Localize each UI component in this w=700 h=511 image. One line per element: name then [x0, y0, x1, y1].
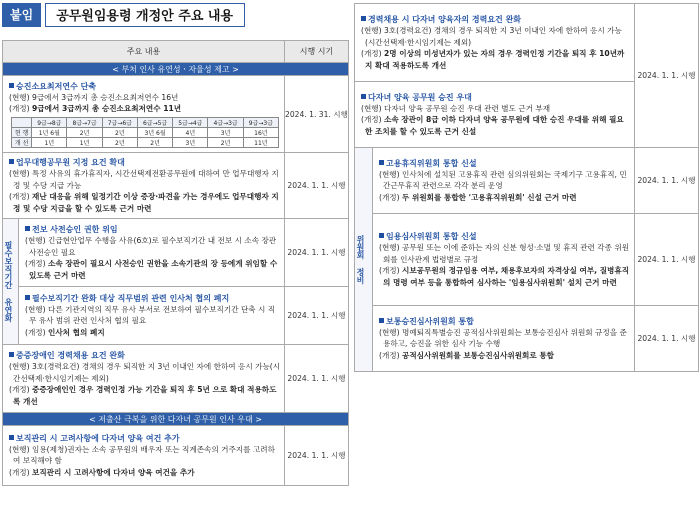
item-transfer-approval: 전보 사전승인 권한 위임 (현행) 긴급현안업무 수행을 사유(6호)로 필수보직기간 내 전보 시 소속 장관 사전승인 필요 (개정) 소속 장관이 필요시 사전승인 권한을 소속기관의 장 등에게 위임할 수 있도록 근거 마련	[19, 219, 285, 287]
mini-table-cell: 8급→7급	[67, 117, 102, 127]
bullet-icon	[9, 435, 14, 440]
item-title: 경력채용 시 다자녀 양육자의 경력요건 완화	[368, 15, 522, 24]
bullet-icon	[25, 226, 30, 231]
item-title: 승진소요최저연수 단축	[16, 81, 97, 91]
category-label-mandatory-period: 필수보직기간 유연화	[3, 219, 19, 345]
mini-table-cell	[12, 117, 32, 127]
bullet-icon	[9, 159, 14, 164]
mini-table-cell: 2년	[102, 137, 137, 147]
mini-table-cell: 9급→8급	[32, 117, 67, 127]
item-promotion-preference: 다자녀 양육 공무원 승진 우대 (현행) 다자녀 양육 공무원 승진 우대 관련 별도 근거 부재 (개정) 소속 장관이 8급 이하 다자녀 양육 공무원에 대한 승진 우대를 위해 필요한 조치를 할 수 있도록 근거 신설	[355, 82, 635, 148]
right-table	[354, 3, 699, 372]
item-title: 다자녀 양육 공무원 승진 우대	[368, 92, 472, 102]
mini-table-cell: 현 행	[12, 127, 32, 137]
mini-table-cell: 3년	[208, 127, 243, 137]
current-label: (현행)	[9, 92, 33, 102]
mini-table-cell: 1년	[67, 137, 102, 147]
mini-table-cell: 16년	[243, 127, 278, 137]
category-label-committee: 위원회 정비	[355, 148, 373, 372]
effective-date: 2024. 1. 1. 시행	[635, 306, 699, 372]
effective-date: 2024. 1. 1. 시행	[285, 219, 349, 287]
bullet-icon	[25, 295, 30, 300]
mini-table-cell: 4년	[173, 127, 208, 137]
effective-date: 2024. 1. 1. 시행	[635, 4, 699, 148]
item-title: 보통승진심사위원회 통합	[386, 316, 474, 326]
right-column	[354, 3, 698, 372]
item-career-requirement: 경력채용 시 다자녀 양육자의 경력요건 완화 (현행) 3호(경력요건) 경채의 경우 퇴직한 지 3년 이내인 자에 한하여 응시 가능(시간선택제·한시임기제는 제외) (개정) 2명 이상의 미성년자가 있는 자의 경우 경력인정 기간을 퇴직 후 10년까지 확대 적용하도록 개선	[355, 4, 635, 82]
col-header-date: 시행 시기	[285, 41, 349, 63]
mini-table-cell: 1년 6월	[32, 127, 67, 137]
effective-date: 2024. 1. 1. 시행	[285, 153, 349, 219]
revised-label: (개정)	[9, 104, 33, 113]
item-title: 임용심사위원회 통합 신설	[386, 232, 477, 241]
bullet-icon	[9, 83, 14, 88]
mini-table-cell: 3년 6월	[137, 127, 172, 137]
mini-table-cell: 4급→3급	[208, 117, 243, 127]
mini-table-cell: 11년	[243, 137, 278, 147]
bullet-icon	[379, 233, 384, 238]
bullet-icon	[9, 352, 14, 357]
effective-date: 2024. 1. 1. 시행	[635, 214, 699, 306]
effective-date: 2024. 1. 31. 시행	[285, 76, 349, 153]
left-table	[2, 40, 349, 486]
mini-table-cell: 5급→4급	[173, 117, 208, 127]
bullet-icon	[361, 94, 366, 99]
document-title: 공무원임용령 개정안 주요 내용	[45, 3, 245, 27]
effective-date: 2024. 1. 1. 시행	[635, 148, 699, 214]
mini-table-cell: 6급→5급	[137, 117, 172, 127]
bullet-icon	[379, 160, 384, 165]
effective-date: 2024. 1. 1. 시행	[285, 426, 349, 486]
item-acting-duty: 업무대행공무원 지정 요건 확대 (현행) 특정 사유의 휴가휴직자, 시간선택제전환공무원에 대하여 만 업무대행자 지정 및 수당 지급 가능 (개정) 재난 대응을 위해 일정기간 이상 증장·파견을 가는 경우에도 업무대행자 지정 및 수당 지급을 할 수 있도록 근거 마련	[3, 153, 285, 219]
left-column	[2, 40, 348, 486]
item-promotion-committee: 보통승진심사위원회 통합 (현행) 명예퇴직특별승진 공적심사위원회는 보통승진심사 위원회 규정을 준용하고, 승진을 위한 심사 기능 수행 (개정) 공적심사위원회를 보통승진심사위원회로 통합	[373, 306, 635, 372]
mini-table-cell: 개 선	[12, 137, 32, 147]
item-appointment-committee: 임용심사위원회 통합 신설 (현행) 공무원 또는 이에 준하는 자의 신분 형성·소멸 및 휴직 관련 각종 위원회를 인사관계 법령별로 규정 (개정) 시보공무원의 정규임용 여부, 채용후보자의 자격상실 여부, 질병휴직의 명령 여부 등을 통합하여 심사하는 '임용심사위원회' 설치 근거 마련	[373, 214, 635, 306]
mini-table-cell: 2년	[137, 137, 172, 147]
item-title: 전보 사전승인 권한 위임	[32, 225, 118, 234]
mini-table-cell: 2년	[208, 137, 243, 147]
effective-date: 2024. 1. 1. 시행	[285, 287, 349, 345]
mini-table-cell: 2년	[102, 127, 137, 137]
bullet-icon	[361, 16, 366, 21]
item-promotion-period: 승진소요최저연수 단축 (현행) 9급에서 3급까지 총 승진소요최저연수 16년 (개정) 9급에서 3급까지 총 승진소요최저연수 11년 9급→8급 8급→7급 7급→6급 6급→5급 5급→4급 4급→3급 9급→3급 현 행 1년 6월 2년 2년 3년 6월 4년 3년 16년 개 선 1년 1년 2년 2년 3년 2년 11년	[3, 76, 285, 153]
header	[2, 2, 245, 27]
item-title: 업무대행공무원 지정 요건 확대	[16, 158, 125, 167]
item-title: 고용휴직위원회 통합 신설	[386, 158, 477, 168]
mini-table-cell: 2년	[67, 127, 102, 137]
item-consultation-abolished: 필수보직기간 완화 대상 직무범위 관련 인사처 협의 폐지 (현행) 다른 기관지역의 직무 유사 부서로 전보하여 필수보직기간 단축 시 직무 유사 범위 관련 인사처 협의 필요 (개정) 인사처 협의 폐지	[19, 287, 285, 345]
item-leave-committee: 고용휴직위원회 통합 신설 (현행) 인사처에 설치된 고용휴직 관련 심의위원회는 국제기구 고용휴직, 민간근무휴직 관련으로 각각 분리 운영 (개정) 두 위원회를 통합한 '고용휴직위원회' 신설 근거 마련	[373, 148, 635, 214]
mini-table-cell: 1년	[32, 137, 67, 147]
item-title: 보직관리 시 고려사항에 다자녀 양육 여건 추가	[16, 433, 180, 443]
section-header-flexibility: < 부처 인사 유연성ㆍ자율성 제고 >	[3, 63, 349, 76]
section-header-low-birth: < 저출산 극복을 위한 다자녀 공무원 인사 우대 >	[3, 413, 349, 426]
attachment-tag: 붙임	[2, 3, 41, 27]
promotion-years-table	[11, 117, 279, 148]
mini-table-cell: 9급→3급	[243, 117, 278, 127]
bullet-icon	[379, 318, 384, 323]
item-title: 중증장애인 경력채용 요건 완화	[16, 351, 125, 360]
item-disabled-hiring: 중증장애인 경력채용 요건 완화 (현행) 3호(경력요건) 경채의 경우 퇴직한 지 3년 이내인 자에 한하여 응시 가능(시간선택제·한시임기제는 제외) (개정) 중증장애인인 경우 경력인정 가능 기간을 퇴직 후 5년 으로 확대 적용하도록 개선	[3, 345, 285, 413]
effective-date: 2024. 1. 1. 시행	[285, 345, 349, 413]
item-title: 필수보직기간 완화 대상 직무범위 관련 인사처 협의 폐지	[32, 293, 230, 303]
mini-table-cell: 7급→6급	[102, 117, 137, 127]
item-assignment-consideration: 보직관리 시 고려사항에 다자녀 양육 여건 추가 (현행) 임용(제청)권자는 소속 공무원의 배우자 또는 직계존속의 거주지를 고려하여 보직해야 함 (개정) 보직관리 시 고려사항에 다자녀 양육 여건을 추가	[3, 426, 285, 486]
mini-table-cell: 3년	[173, 137, 208, 147]
col-header-content: 주요 내용	[3, 41, 285, 63]
